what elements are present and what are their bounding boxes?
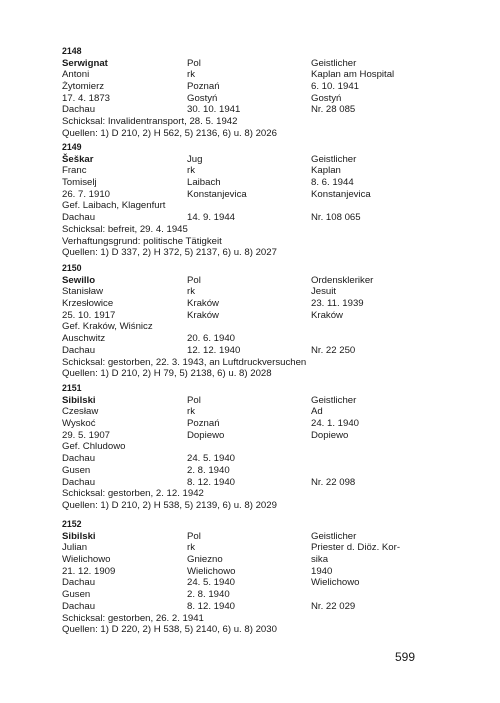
page-number: 599 <box>395 650 416 664</box>
fate-line: Schicksal: gestorben, 22. 3. 1943, an Luftdruckversuchen <box>62 356 307 368</box>
confession: rk <box>187 69 195 81</box>
camp: Dachau <box>62 600 96 612</box>
surname: Sibilski <box>62 394 96 406</box>
birthplace: Krzesłowice <box>62 298 114 310</box>
status: Geistlicher <box>311 530 357 542</box>
position: Priester d. Diöz. Kor- <box>311 542 401 554</box>
confession: rk <box>187 542 195 554</box>
surname: Šeškar <box>62 153 94 165</box>
camp: Gusen <box>62 464 91 476</box>
arrest-place: Kraków <box>311 309 343 321</box>
first-name: Franc <box>62 165 87 177</box>
birthplace: Wyskoć <box>62 418 96 430</box>
camp-date: 24. 5. 1940 <box>187 453 236 465</box>
camp: Dachau <box>62 453 96 465</box>
arrest-reason-line: Verhaftungsgrund: politische Tätigkeit <box>62 235 222 247</box>
sources-line: Quellen: 1) D 210, 2) H 79, 5) 2138, 6) u. 8) 2028 <box>62 368 272 380</box>
diocese: Poznań <box>187 81 220 93</box>
sources-line: Quellen: 1) D 337, 2) H 372, 5) 2137, 6) u. 8) 2027 <box>62 247 277 259</box>
entry-number: 2148 <box>62 46 82 56</box>
parish: Wielichowo <box>187 565 236 577</box>
arrest-date: 8. 6. 1944 <box>311 177 354 189</box>
camp: Dachau <box>62 104 96 116</box>
position: Kaplan <box>311 165 341 177</box>
diocese: Poznań <box>187 418 220 430</box>
camp: Dachau <box>62 476 96 488</box>
position: Kaplan am Hospital <box>311 69 395 81</box>
prison-line: Gef. Kraków, Wiśnicz <box>62 321 153 333</box>
birth-date: 25. 10. 1917 <box>62 309 116 321</box>
camp: Auschwitz <box>62 333 106 345</box>
confession: rk <box>187 406 195 418</box>
arrest-date: 24. 1. 1940 <box>311 418 360 430</box>
position: Ad <box>311 406 323 418</box>
birth-date: 29. 5. 1907 <box>62 429 111 441</box>
sources-line: Quellen: 1) D 210, 2) H 562, 5) 2136, 6) u. 8) 2026 <box>62 127 277 139</box>
camp-date: 14. 9. 1944 <box>187 212 236 224</box>
status: Ordenskleriker <box>311 274 374 286</box>
surname: Serwignat <box>62 57 108 69</box>
fate-line: Schicksal: gestorben, 26. 2. 1941 <box>62 612 204 624</box>
parish: Dopiewo <box>187 429 225 441</box>
first-name: Antoni <box>62 69 90 81</box>
birthplace: Tomiselj <box>62 177 97 189</box>
camp: Dachau <box>62 212 96 224</box>
camp-date: 2. 8. 1940 <box>187 464 230 476</box>
diocese: Laibach <box>187 177 221 189</box>
fate-line: Schicksal: gestorben, 2. 12. 1942 <box>62 488 204 500</box>
first-name: Julian <box>62 542 88 554</box>
camp-date: 30. 10. 1941 <box>187 104 241 116</box>
camp: Dachau <box>62 577 96 589</box>
prisoner-number: Nr. 28 085 <box>311 104 356 116</box>
position: Jesuit <box>311 286 337 298</box>
arrest-place: Gostyń <box>311 92 342 104</box>
camp-date: 8. 12. 1940 <box>187 600 236 612</box>
arrest-place: Konstanjevica <box>311 188 371 200</box>
entry-2149 <box>62 142 462 259</box>
birth-date: 26. 7. 1910 <box>62 188 111 200</box>
arrest-date: 6. 10. 1941 <box>311 81 360 93</box>
prison-line: Gef. Laibach, Klagenfurt <box>62 200 166 212</box>
birthplace: Żytomierz <box>62 81 105 93</box>
camp-date: 12. 12. 1940 <box>187 344 241 356</box>
status: Geistlicher <box>311 394 357 406</box>
arrest-place: Wielichowo <box>311 577 360 589</box>
camp-date: 20. 6. 1940 <box>187 333 236 345</box>
parish: Konstanjevica <box>187 188 247 200</box>
birth-date: 21. 12. 1909 <box>62 565 116 577</box>
diocese: Kraków <box>187 298 219 310</box>
sources-line: Quellen: 1) D 210, 2) H 538, 5) 2139, 6) u. 8) 2029 <box>62 499 277 511</box>
nationality: Jug <box>187 153 203 165</box>
diocese: Gniezno <box>187 554 223 566</box>
nationality: Pol <box>187 57 201 69</box>
parish: Gostyń <box>187 92 218 104</box>
entry-2151 <box>62 383 462 512</box>
prisoner-number: Nr. 108 065 <box>311 212 361 224</box>
status: Geistlicher <box>311 153 357 165</box>
arrest-date: 1940 <box>311 565 333 577</box>
confession: rk <box>187 286 195 298</box>
sources-line: Quellen: 1) D 220, 2) H 538, 5) 2140, 6) u. 8) 2030 <box>62 624 277 636</box>
surname: Sibilski <box>62 530 96 542</box>
parish: Kraków <box>187 309 219 321</box>
prisoner-number: Nr. 22 029 <box>311 600 356 612</box>
prisoner-number: Nr. 22 250 <box>311 344 356 356</box>
camp-date: 8. 12. 1940 <box>187 476 236 488</box>
camp-date: 2. 8. 1940 <box>187 589 230 601</box>
entry-number: 2152 <box>62 519 82 529</box>
confession: rk <box>187 165 195 177</box>
camp-date: 24. 5. 1940 <box>187 577 236 589</box>
entry-2152 <box>62 519 462 636</box>
fate-line: Schicksal: Invalidentransport, 28. 5. 1942 <box>62 116 238 128</box>
camp: Dachau <box>62 344 96 356</box>
entry-2150 <box>62 263 462 380</box>
first-name: Stanisław <box>62 286 104 298</box>
position-continued: sika <box>311 554 329 566</box>
arrest-date: 23. 11. 1939 <box>311 298 364 310</box>
status: Geistlicher <box>311 57 357 69</box>
camp: Gusen <box>62 589 91 601</box>
entry-number: 2151 <box>62 383 82 393</box>
entry-number: 2149 <box>62 142 82 152</box>
fate-line: Schicksal: befreit, 29. 4. 1945 <box>62 223 188 235</box>
nationality: Pol <box>187 274 201 286</box>
nationality: Pol <box>187 394 201 406</box>
surname: Sewillo <box>62 274 96 286</box>
birth-date: 17. 4. 1873 <box>62 92 111 104</box>
nationality: Pol <box>187 530 201 542</box>
birthplace: Wielichowo <box>62 554 111 566</box>
prison-line: Gef. Chludowo <box>62 441 126 453</box>
first-name: Czesław <box>62 406 99 418</box>
entry-2148 <box>62 46 462 140</box>
entry-number: 2150 <box>62 263 82 273</box>
prisoner-number: Nr. 22 098 <box>311 476 356 488</box>
arrest-place: Dopiewo <box>311 429 349 441</box>
